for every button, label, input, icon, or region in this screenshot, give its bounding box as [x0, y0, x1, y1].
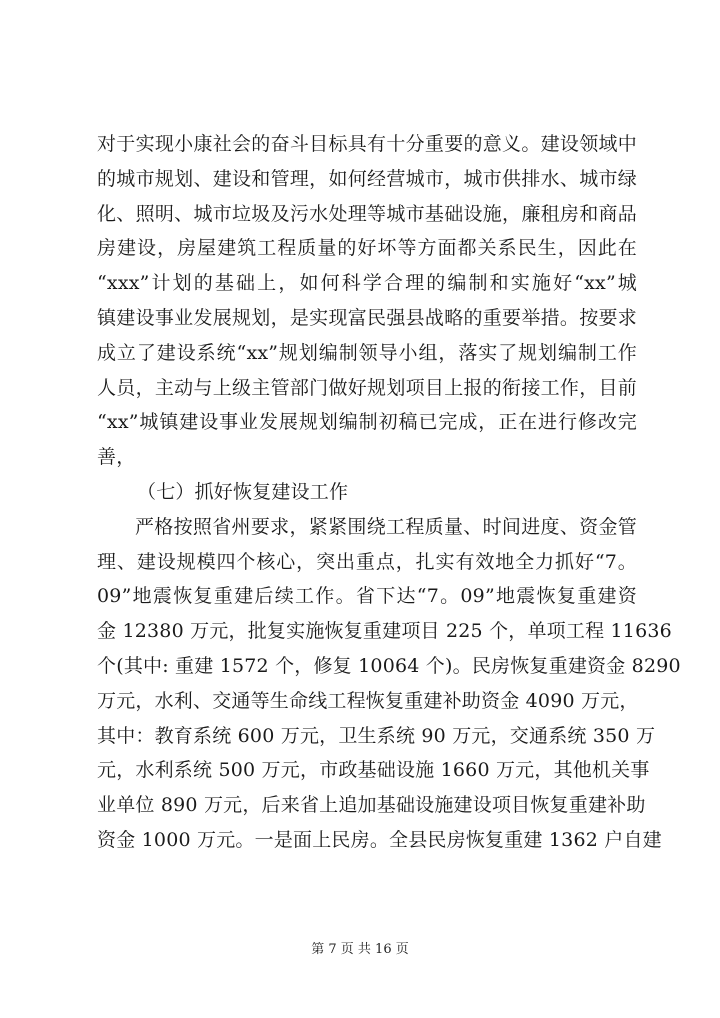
section-line: 万元，水利、交通等生命线工程恢复重建补助资金 4090 万元，	[97, 689, 639, 712]
paragraph-line: 对于实现小康社会的奋斗目标具有十分重要的意义。建设领域中	[97, 133, 637, 155]
page-footer: 第 7 页 共 16 页	[311, 942, 409, 957]
section-line: 理、建设规模四个核心，突出重点，扎实有效地全力抓好“7。	[97, 550, 637, 573]
document-body	[97, 127, 681, 858]
paragraph-line: 成立了建设系统“xx”规划编制领导小组，落实了规划编制工作	[97, 341, 637, 364]
section-line: 金 12380 万元，批复实施恢复重建项目 225 个，单项工程 11636	[97, 620, 672, 643]
section-line: 其中：教育系统 600 万元，卫生系统 90 万元，交通系统 350 万	[97, 724, 656, 747]
paragraph-line: 的城市规划、建设和管理，如何经营城市，城市供排水、城市绿	[97, 167, 637, 190]
paragraph-line: 化、照明、城市垃圾及污水处理等城市基础设施，廉租房和商品	[97, 202, 637, 225]
section-line: 元，水利系统 500 万元，市政基础设施 1660 万元，其他机关事	[97, 759, 650, 782]
section-line: 个(其中: 重建 1572 个，修复 10064 个)。民房恢复重建资金 8290	[97, 654, 681, 677]
section-line: 资金 1000 万元。一是面上民房。全县民房恢复重建 1362 户自建	[97, 828, 662, 851]
paragraph-line: 善，	[97, 446, 136, 469]
section-line: 业单位 890 万元，后来省上追加基础设施建设项目恢复重建补助	[97, 794, 646, 817]
section-line: 严格按照省州要求，紧紧围绕工程质量、时间进度、资金管	[135, 515, 637, 538]
section-heading: （七）抓好恢复建设工作	[137, 480, 349, 503]
paragraph-line: “xxx”计划的基础上，如何科学合理的编制和实施好“xx”城	[97, 272, 637, 295]
paragraph-line: 人员，主动与上级主管部门做好规划项目上报的衔接工作，目前	[97, 376, 637, 399]
paragraph-line: 镇建设事业发展规划，是实现富民强县战略的重要举措。按要求	[97, 306, 637, 329]
paragraph-line: “xx”城镇建设事业发展规划编制初稿已完成，正在进行修改完	[97, 411, 637, 434]
paragraph-line: 房建设，房屋建筑工程质量的好坏等方面都关系民生，因此在	[97, 237, 637, 260]
section-line: 09”地震恢复重建后续工作。省下达“7。09”地震恢复重建资	[97, 585, 637, 608]
